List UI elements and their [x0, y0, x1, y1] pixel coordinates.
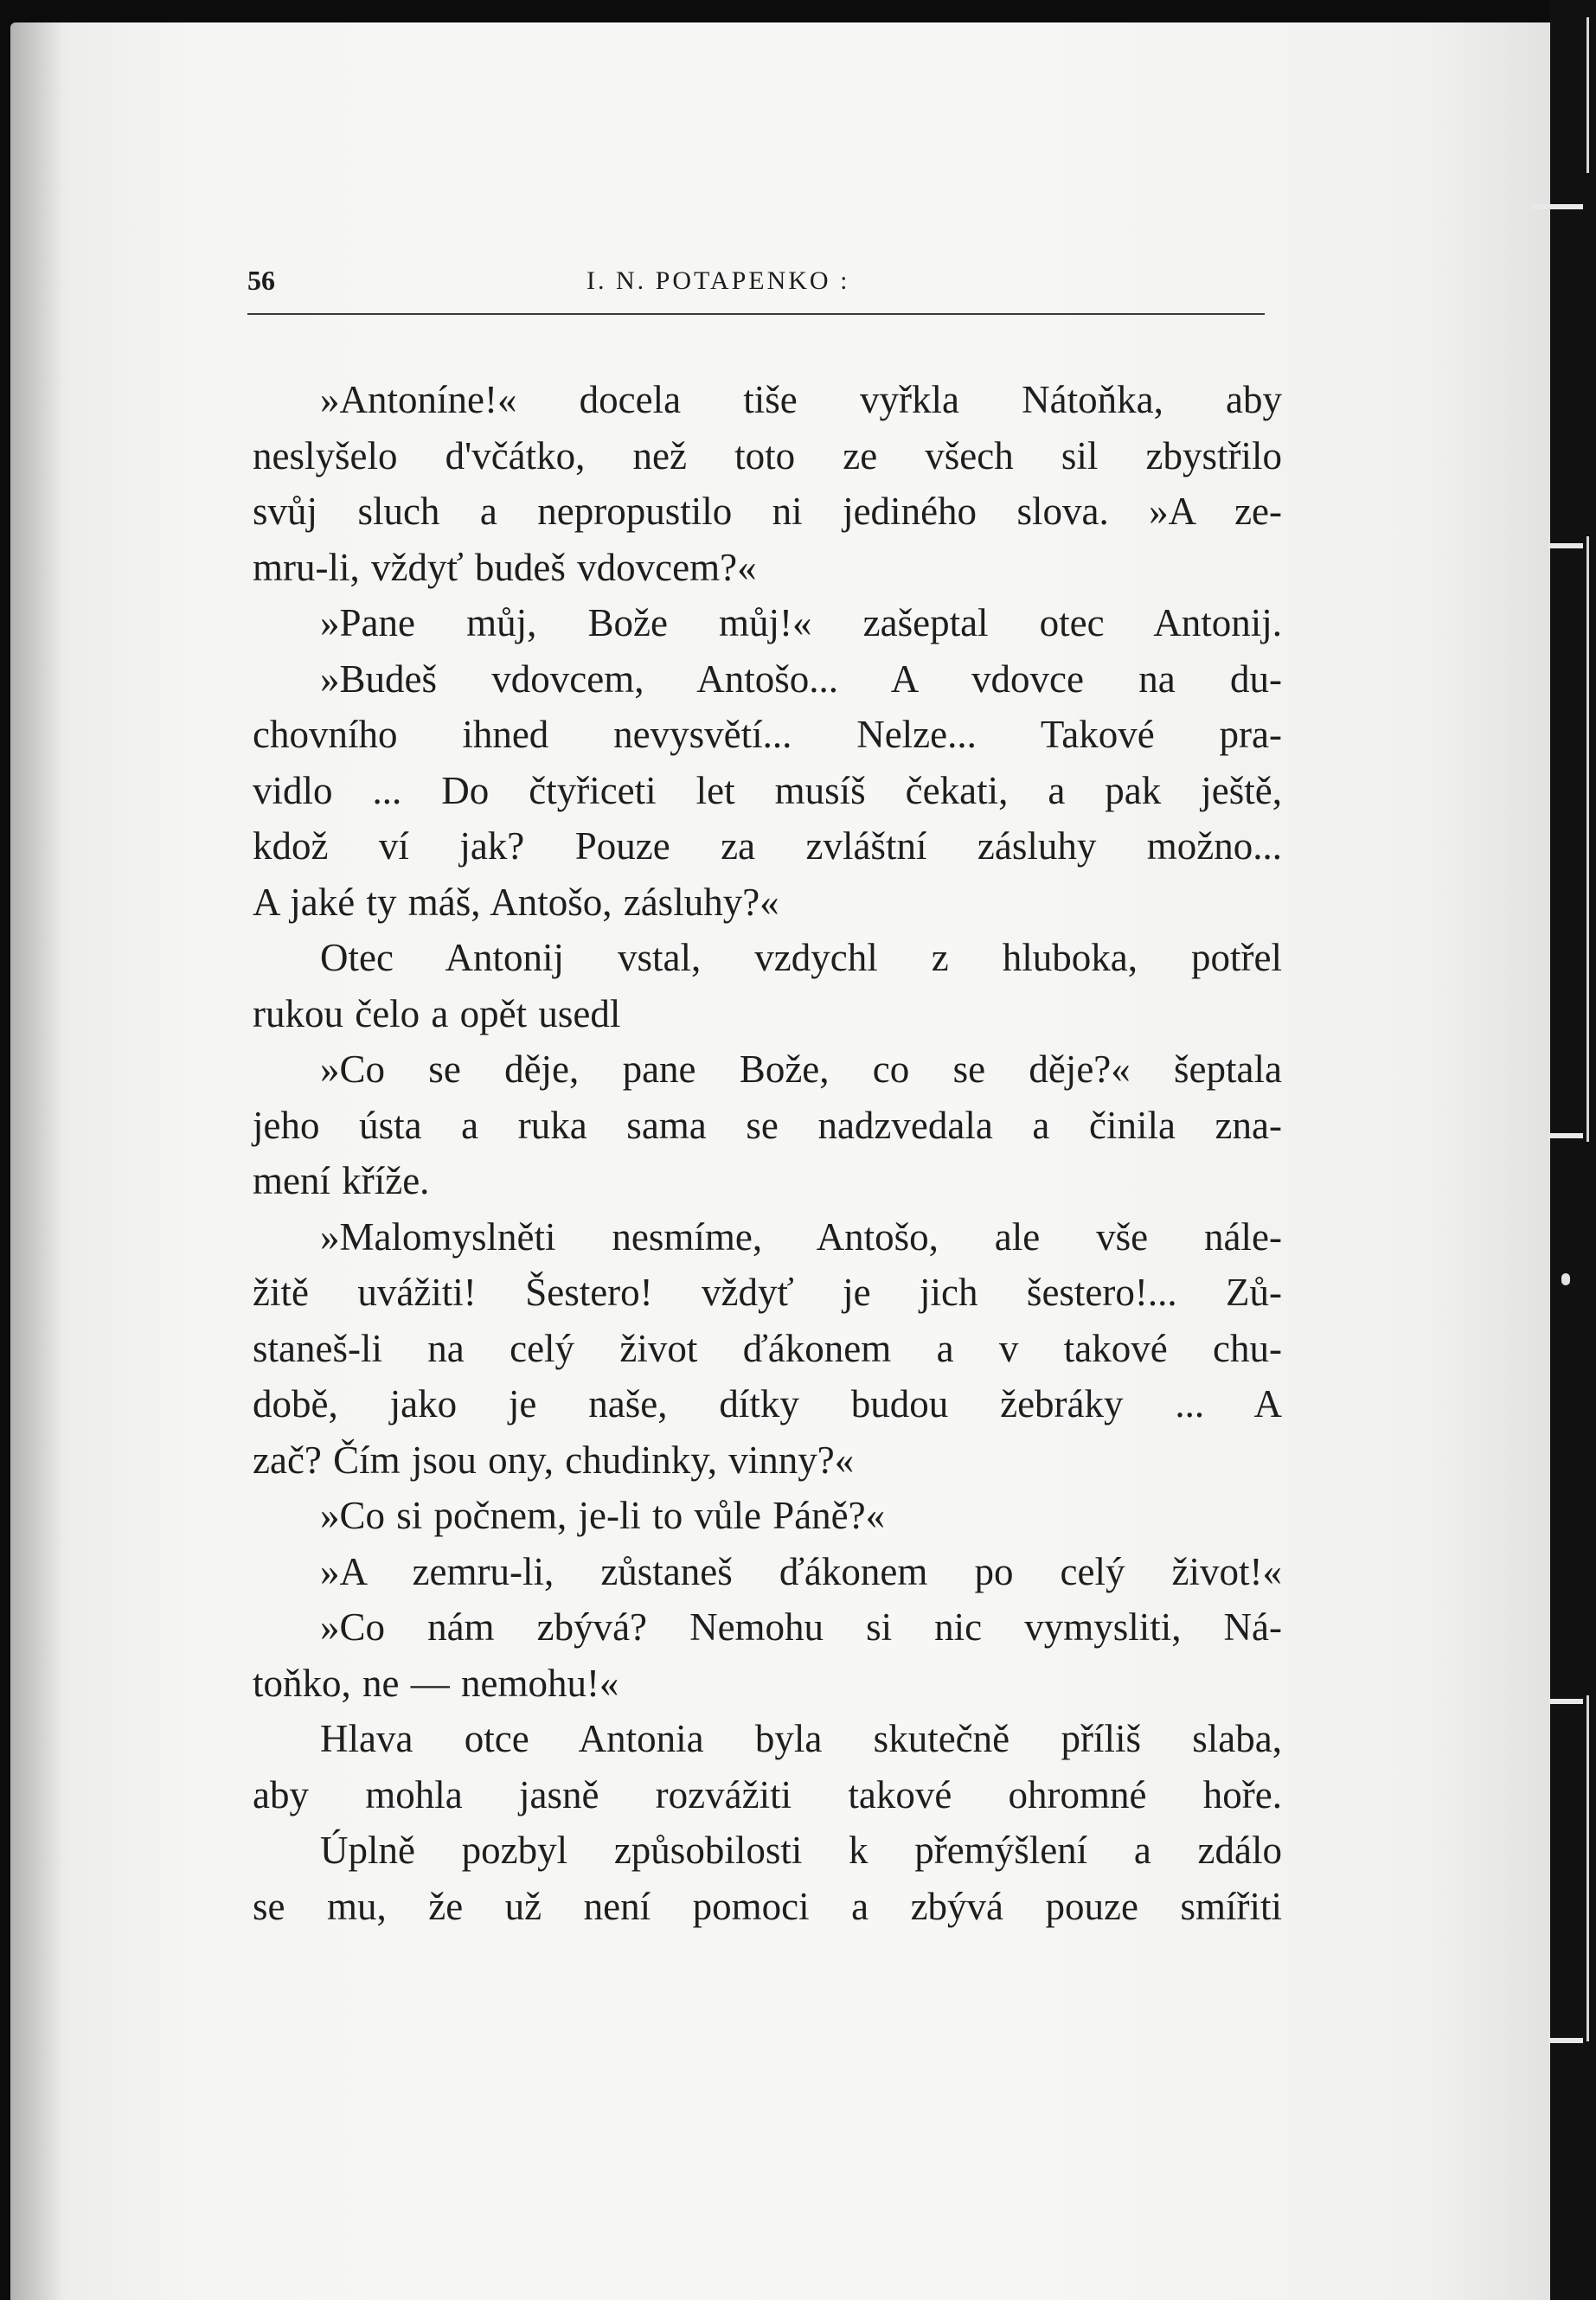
text-line: jeho ústa a ruka sama se nadzvedala a činila zna- — [253, 1103, 1282, 1147]
text-line: »Pane můj, Bože můj!« zašeptal otec Antonij. — [320, 601, 1282, 644]
text-line: Hlava otce Antonia byla skutečně příliš slaba, — [320, 1717, 1282, 1760]
text-line: vidlo ... Do čtyřiceti let musíš čekati, a pak ještě, — [253, 768, 1282, 812]
text-line: »Budeš vdovcem, Antošo... A vdovce na du- — [320, 657, 1282, 701]
text-line: mru-li, vždyť budeš vdovcem?« — [253, 545, 757, 589]
text-line: »Co si počnem, je-li to vůle Páně?« — [320, 1494, 886, 1537]
text-line: neslyšelo d'včátko, než toto ze všech sil zbystřilo — [253, 433, 1282, 477]
text-line: »Co nám zbývá? Nemohu si nic vymysliti, Ná- — [320, 1605, 1282, 1649]
edge-mark-3 — [1548, 1133, 1583, 1138]
text-line: kdož ví jak? Pouze za zvláštní zásluhy možno... — [253, 824, 1282, 868]
text-line: mení kříže. — [253, 1159, 430, 1202]
text-line: zač? Čím jsou ony, chudinky, vinny?« — [253, 1438, 855, 1482]
text-line: »A zemru-li, zůstaneš ďákonem po celý život!« — [320, 1549, 1282, 1593]
text-line: »Malomyslněti nesmíme, Antošo, ale vše nále- — [320, 1214, 1282, 1259]
text-line: se mu, že už není pomoci a zbývá pouze smířiti — [253, 1884, 1282, 1928]
text-line: Úplně pozbyl způsobilosti k přemýšlení a zdálo — [320, 1829, 1282, 1872]
text-line: době, jako je naše, dítky budou žebráky ... A — [253, 1382, 1282, 1425]
page-number: 56 — [247, 265, 275, 296]
page-header — [247, 261, 1265, 315]
text-line: rukou čelo a opět usedl — [253, 991, 621, 1035]
text-line: svůj sluch a nepropustilo ni jediného slova. »A ze- — [253, 490, 1282, 533]
text-line: žitě uvážiti! Šestero! vždyť je jich šestero!... Zů- — [253, 1271, 1282, 1314]
body-text — [253, 372, 1282, 1934]
text-line: toňko, ne — nemohu!« — [253, 1661, 619, 1705]
edge-mark-1 — [1531, 204, 1583, 209]
edge-mark-5 — [1548, 2038, 1583, 2043]
text-line: chovního ihned nevysvětí... Nelze... Takové pra- — [253, 713, 1282, 756]
text-line: Otec Antonij vstal, vzdychl z hluboka, potřel — [320, 936, 1282, 979]
text-line: staneš-li na celý život ďákonem a v takové chu- — [253, 1326, 1282, 1370]
text-line: »Antoníne!« docela tiše vyřkla Nátoňka, aby — [320, 378, 1282, 421]
text-line: aby mohla jasně rozvážiti takové ohromné hoře. — [253, 1772, 1282, 1816]
scan-margin-right — [1550, 0, 1596, 2300]
edge-line-middle — [1586, 536, 1589, 1142]
binding-shadow — [10, 22, 62, 2300]
edge-line-top — [1586, 17, 1589, 173]
text-line: A jaké ty máš, Antošo, zásluhy?« — [253, 880, 779, 924]
text-line: »Co se děje, pane Bože, co se děje?« šeptala — [320, 1047, 1282, 1091]
running-head: I. N. POTAPENKO : — [586, 266, 850, 295]
edge-mark-4 — [1548, 1699, 1583, 1704]
edge-dot — [1561, 1273, 1570, 1285]
edge-mark-2 — [1548, 543, 1583, 548]
edge-line-bottom — [1586, 1695, 1589, 2041]
